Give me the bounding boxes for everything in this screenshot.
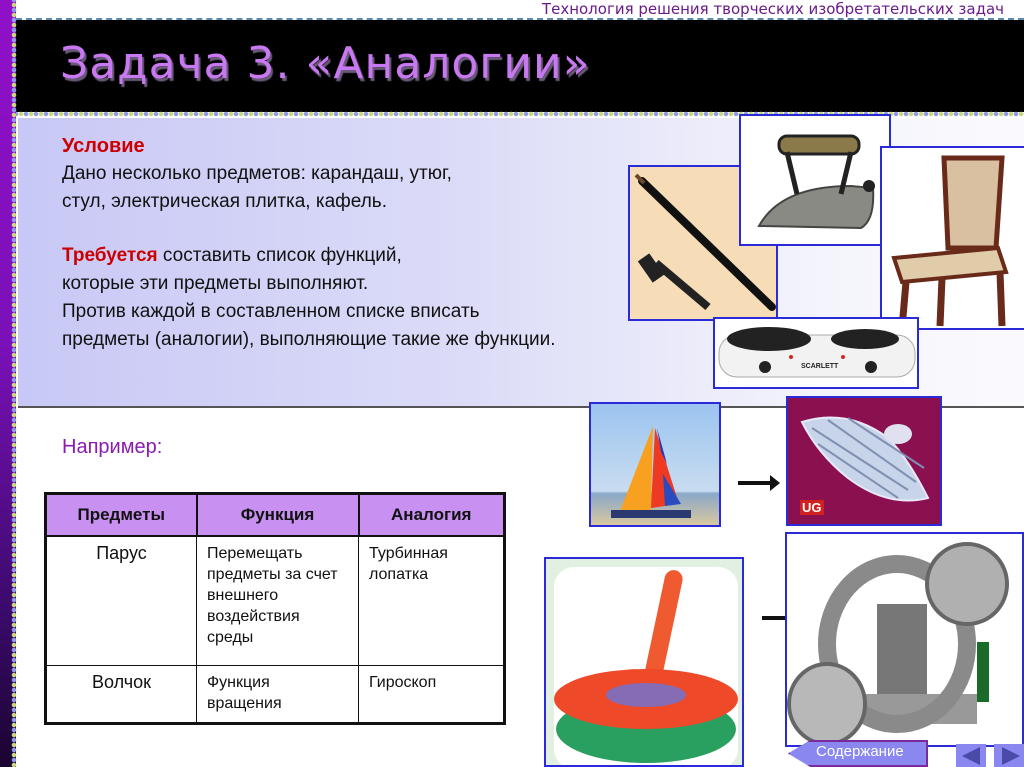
condition-line: стул, электрическая плитка, кафель. <box>62 191 387 212</box>
turbine-photo <box>786 396 942 526</box>
cell-function: Перемещать предметы за счет внешнего воздействия среды <box>197 536 359 666</box>
next-slide-button[interactable] <box>994 744 1024 767</box>
requirement-line: которые эти предметы выполняют. <box>62 273 369 294</box>
title-bar <box>16 20 1024 112</box>
sailboat-photo <box>589 402 721 527</box>
requirement-line: Против каждой в составленном списке вписать <box>62 301 480 322</box>
condition-line: Дано несколько предметов: карандаш, утюг, <box>62 163 452 184</box>
iron-icon <box>741 116 891 246</box>
hotplate-brand: SCARLETT <box>801 363 839 370</box>
hotplate-icon <box>715 319 919 389</box>
example-label: Например: <box>62 436 163 458</box>
cell-item: Парус <box>46 536 197 666</box>
table-header-row <box>46 494 505 536</box>
triangle-right-icon <box>1002 747 1020 765</box>
prev-slide-button[interactable] <box>956 744 986 767</box>
table-row <box>46 536 505 666</box>
cell-analogy: Гироскоп <box>359 666 505 724</box>
requirement-line: предметы (аналогии), выполняющие такие же функции. <box>62 329 556 350</box>
spinning-top-photo <box>544 557 744 767</box>
gyroscope-photo <box>785 532 1024 747</box>
required-word: Требуется <box>62 245 158 266</box>
requirement-line: Требуется составить список функций, <box>62 245 402 266</box>
condition-heading: Условие <box>62 135 145 157</box>
chair-photo <box>880 146 1024 330</box>
cell-analogy: Турбинная лопатка <box>359 536 505 666</box>
analogy-table <box>44 492 506 725</box>
gyroscope-icon <box>787 534 1024 747</box>
table-row <box>46 666 505 724</box>
sailboat-icon <box>591 404 721 527</box>
cell-function: Функция вращения <box>197 666 359 724</box>
spinning-top-icon <box>546 559 744 767</box>
cell-item: Волчок <box>46 666 197 724</box>
arrow-right-icon <box>738 481 772 485</box>
hotplate-photo <box>713 317 919 389</box>
chair-icon <box>882 148 1024 330</box>
triangle-left-icon <box>962 747 980 765</box>
column-header-items: Предметы <box>46 494 197 536</box>
contents-button[interactable] <box>788 740 928 767</box>
turbine-logo: UG <box>802 500 822 515</box>
bead-border-vertical <box>10 0 18 767</box>
contents-label: Содержание <box>816 743 904 760</box>
iron-photo <box>739 114 891 246</box>
top-strip <box>16 0 1024 20</box>
course-title: Технология решения творческих изобретательских задач <box>541 0 1004 18</box>
condition-text <box>62 132 555 354</box>
slide-title: Задача 3. «Аналогии» <box>60 38 591 89</box>
column-header-function: Функция <box>197 494 359 536</box>
column-header-analogy: Аналогия <box>359 494 505 536</box>
